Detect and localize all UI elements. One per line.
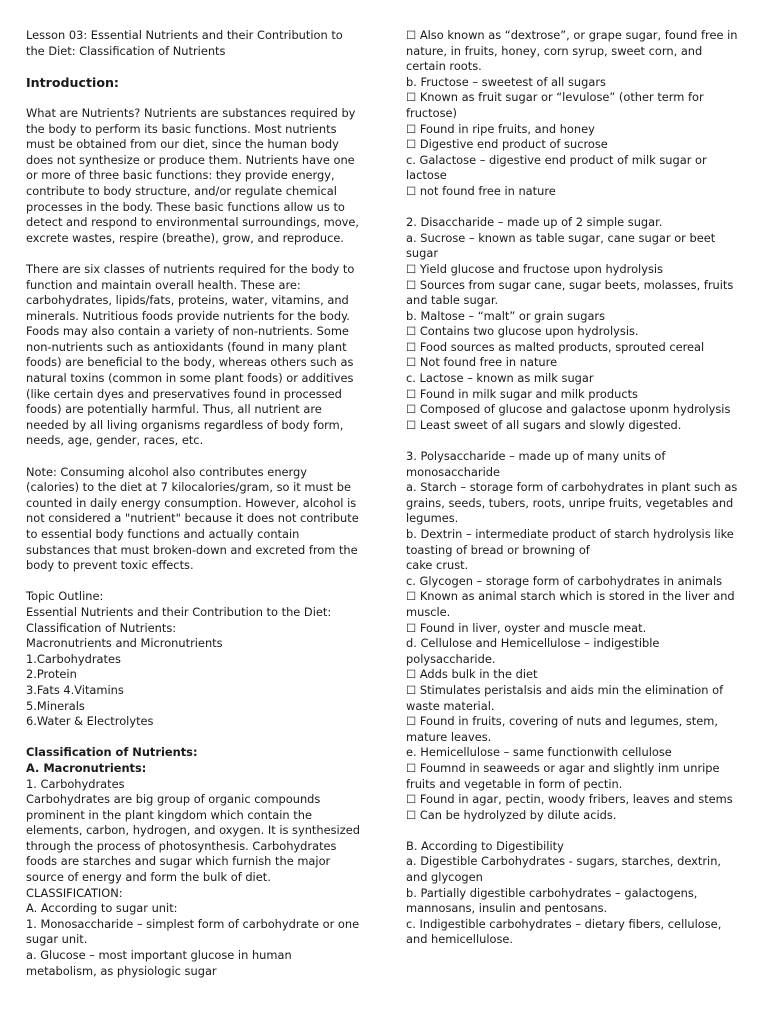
outline-line: 3.Fats 4.Vitamins (26, 682, 124, 697)
list-item: ☐ Known as animal starch which is stored in the liver and muscle. (406, 589, 735, 619)
list-item: B. According to Digestibility (406, 838, 564, 853)
list-item: a. Digestible Carbohydrates - sugars, starches, dextrin, and glycogen (406, 854, 722, 885)
outline-line: Essential Nutrients and their Contribution to the Diet: (26, 604, 332, 619)
list-item: ☐ Yield glucose and fructose upon hydrolysis (406, 261, 663, 276)
list-item: e. Hemicellulose – same functionwith cellulose (406, 745, 672, 760)
classification-heading: Classification of Nutrients: (26, 745, 198, 760)
list-item: ☐ Found in ripe fruits, and honey (406, 121, 595, 136)
list-item: ☐ not found free in nature (406, 183, 556, 198)
list-item: ☐ Not found free in nature (406, 355, 558, 370)
list-item: ☐ Adds bulk in the diet (406, 667, 538, 682)
introduction-heading: Introduction: (26, 74, 119, 90)
list-item: ☐ Found in fruits, covering of nuts and legumes, stem, mature leaves. (406, 714, 718, 744)
list-item: d. Cellulose and Hemicellulose – indigestible polysaccharide. (406, 636, 660, 666)
six-classes-paragraph: There are six classes of nutrients required for the body to function and maintain overall health. These are: carbohydrates, lipids/fats, proteins, water, vitamins, and minerals. Nutritious foods provide nutrients for the body. Foods may also contain a variety of non-nutrients. Some non-nutrients such as antioxidants (found in many plant foods) are beneficial to the body, whereas others such as natural toxins (common in some plant foods) or additives (like certain dyes and preservatives found in processed foods) are potentially harmful. Thus, all nutrient are needed by all living organisms regardless of body form, needs, age, gender, races, etc. (26, 261, 355, 448)
carbohydrates-item: 1. Carbohydrates (26, 776, 125, 791)
outline-line: Topic Outline: (26, 589, 104, 604)
list-item: ☐ Found in agar, pectin, woody fribers, leaves and stems (406, 792, 733, 807)
list-item: ☐ Composed of glucose and galactose uponm hydrolysis (406, 402, 731, 417)
outline-line: Macronutrients and Micronutrients (26, 636, 223, 651)
disaccharide-section (406, 215, 744, 433)
list-item: cake crust. (406, 558, 469, 573)
list-item: ☐ Least sweet of all sugars and slowly digested. (406, 417, 682, 432)
left-column (26, 28, 362, 979)
list-item: ☐ Also known as “dextrose”, or grape sugar, found free in nature, in fruits, honey, corn syrup, sweet corn, and certain roots. (406, 28, 738, 74)
list-item: c. Glycogen – storage form of carbohydrates in animals (406, 573, 723, 588)
sugar-unit-label: A. According to sugar unit: (26, 901, 178, 916)
outline-line: 1.Carbohydrates (26, 651, 121, 666)
outline-line: 6.Water & Electrolytes (26, 714, 154, 729)
list-item: ☐ Contains two glucose upon hydrolysis. (406, 324, 639, 339)
list-item: b. Partially digestible carbohydrates – galactogens, mannosans, insulin and pentosans. (406, 885, 698, 916)
classification-label: CLASSIFICATION: (26, 885, 123, 900)
list-item: ☐ Known as fruit sugar or “levulose” (other term for fructose) (406, 90, 704, 120)
intro-paragraph: What are Nutrients? Nutrients are substances required by the body to perform its basic functions. Most nutrients must be obtained from our diet, since the human body does not synthesize or produce them. Nutrients have one or more of three basic functions: they provide energy, contribute to body structure, and/or regulate chemical processes in the body. These basic functions allow us to detect and respond to environmental surroundings, move, excrete wastes, respire (breathe), grow, and reproduce. (26, 105, 360, 245)
list-item: ☐ Foumnd in seaweeds or agar and slightly inm unripe fruits and vegetable in form of pectin. (406, 760, 720, 791)
list-item: b. Fructose – sweetest of all sugars (406, 74, 606, 89)
list-item: ☐ Found in liver, oyster and muscle meat. (406, 620, 647, 635)
list-item: ☐ Food sources as malted products, sprouted cereal (406, 339, 705, 354)
carbohydrates-description: Carbohydrates are big group of organic compounds prominent in the plant kingdom which contain the elements, carbon, hydrogen, and oxygen. It is synthesized through the process of photosynthesis. Carbohydrates foods are starches and sugar which furnish the major source of energy and form the bulk of diet. (26, 792, 360, 885)
list-item: ☐ Found in milk sugar and milk products (406, 386, 638, 401)
list-item: ☐ Can be hydrolyzed by dilute acids. (406, 807, 617, 822)
list-item: 3. Polysaccharide – made up of many units of monosaccharide (406, 449, 666, 479)
outline-line: 5.Minerals (26, 698, 85, 713)
list-item: b. Dextrin – intermediate product of starch hydrolysis like toasting of bread or browning of (406, 527, 734, 557)
list-item: b. Maltose – “malt” or grain sugars (406, 308, 606, 323)
list-item: c. Galactose – digestive end product of milk sugar or lactose (406, 152, 707, 183)
right-column (406, 28, 744, 948)
polysaccharide-section (406, 449, 744, 823)
list-item: ☐ Digestive end product of sucrose (406, 137, 608, 152)
list-item: ☐ Sources from sugar cane, sugar beets, molasses, fruits and table sugar. (406, 277, 734, 308)
list-item: c. Lactose – known as milk sugar (406, 371, 594, 386)
macronutrients-heading: A. Macronutrients: (26, 760, 147, 775)
list-item: a. Starch – storage form of carbohydrates in plant such as grains, seeds, tubers, roots, unripe fruits, vegetables and legumes. (406, 480, 738, 526)
outline-line: 2.Protein (26, 667, 77, 682)
glucose-item: a. Glucose – most important glucose in human metabolism, as physiologic sugar (26, 948, 292, 978)
monosaccharide-item: 1. Monosaccharide – simplest form of carbohydrate or one sugar unit. (26, 916, 360, 947)
digestibility-section (406, 839, 744, 948)
alcohol-note-paragraph: Note: Consuming alcohol also contributes energy (calories) to the diet at 7 kilocalories/gram, so it must be counted in daily energy consumption. However, alcohol is not considered a "nutrient" because it does not contribute to essential body functions and actually contain substances that must broken-down and excreted from the body to prevent toxic effects. (26, 464, 359, 573)
lesson-title: Lesson 03: Essential Nutrients and their Contribution to the Diet: Classification of Nutrients (26, 28, 343, 58)
list-item: a. Sucrose – known as table sugar, cane sugar or beet sugar (406, 230, 716, 261)
list-item: c. Indigestible carbohydrates – dietary fibers, cellulose, and hemicellulose. (406, 916, 722, 947)
monosaccharide-details (406, 28, 744, 200)
outline-line: Classification of Nutrients: (26, 620, 177, 635)
list-item: ☐ Stimulates peristalsis and aids min the elimination of waste material. (406, 682, 724, 713)
list-item: 2. Disaccharide – made up of 2 simple sugar. (406, 215, 663, 230)
